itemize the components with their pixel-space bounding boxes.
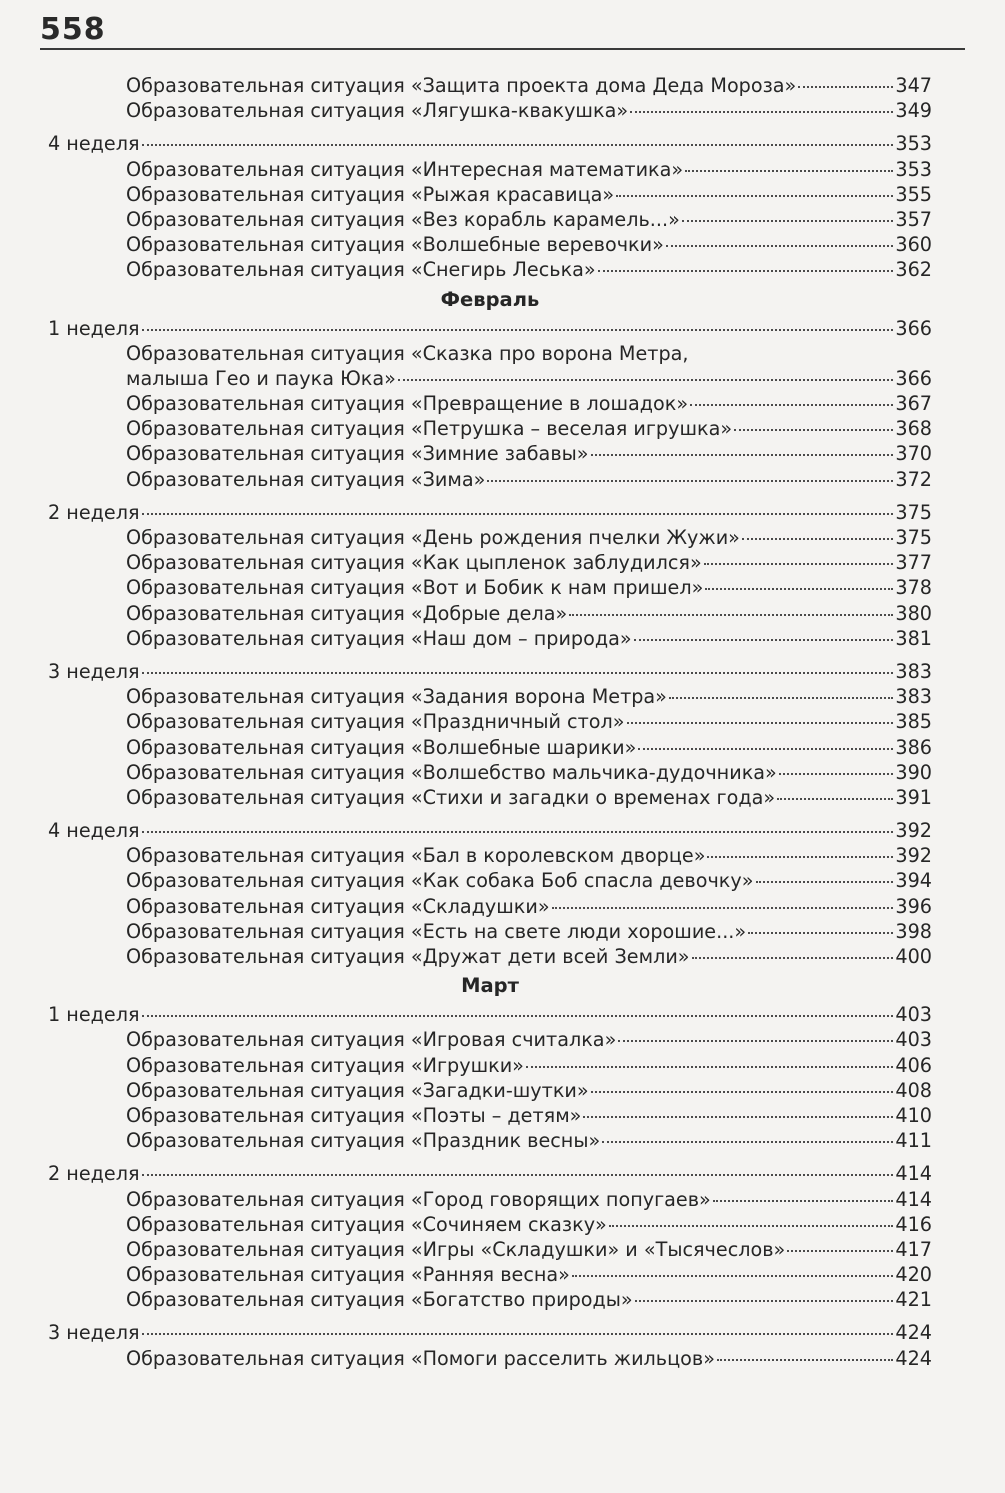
dot-leader [669,697,893,699]
toc-week-row [48,500,932,525]
toc-entry-title: Образовательная ситуация «День рождения пчелки Жужи» [126,526,740,549]
toc-page-number: 385 [895,710,932,734]
toc-entry-title: Образовательная ситуация «Есть на свете люди хорошие...» [126,919,747,943]
dot-leader [142,1015,894,1017]
toc-page-number: 398 [895,919,932,943]
toc-entry-row [48,1078,932,1103]
toc-page-number: 349 [895,99,932,123]
section-gap [48,1312,932,1320]
toc-entry-title: Образовательная ситуация «Добрые дела» [126,601,568,625]
toc-entry-title: 2 неделя [48,1162,140,1186]
dot-leader [692,957,894,959]
dot-leader [591,454,894,456]
toc-entry-title: Образовательная ситуация «Сочиняем сказку» [126,1212,607,1236]
dot-leader [734,429,893,431]
dot-leader [742,538,893,540]
toc-page-number: 368 [895,417,932,441]
toc-entry-title: Образовательная ситуация «Превращение в лошадок» [126,392,689,416]
dot-leader [572,1275,893,1277]
toc-page-number: 390 [895,760,932,784]
toc-entry-title: Образовательная ситуация «Волшебные шарики» [126,735,637,759]
dot-leader [142,831,894,833]
dot-leader [142,513,894,515]
section-gap [48,123,932,131]
toc-page-number: 355 [895,182,932,206]
toc-page-number: 403 [895,1028,932,1052]
dot-leader [552,907,894,909]
toc-entry-row [48,416,932,441]
toc-entry-row [48,760,932,785]
toc-week-row [48,818,932,843]
toc-entry-title: Образовательная ситуация «Защита проекта дома Деда Мороза» [126,74,797,97]
toc-page-number: 386 [895,735,932,759]
dot-leader [583,1116,893,1118]
dot-leader [690,404,893,406]
toc-entry-row [48,1187,932,1212]
toc-page-number: 400 [895,945,932,968]
toc-entry-title: 4 неделя [48,819,140,843]
dot-leader [142,1174,894,1176]
toc-entry-title: Образовательная ситуация «Волшебные веревочки» [126,233,664,257]
toc-page-number: 372 [895,467,932,491]
toc-entry-continued [48,341,932,366]
dot-leader [682,220,894,222]
toc-entry-row [48,944,932,969]
dot-leader [634,639,894,641]
toc-entry-title: 1 неделя [48,316,140,340]
toc-entry-title: Образовательная ситуация «Стихи и загадки о временах года» [126,785,776,809]
toc-entry-title: 3 неделя [48,1321,140,1345]
dot-leader [777,798,893,800]
toc-entry-title: Образовательная ситуация «Зимние забавы» [126,442,589,466]
toc-entry-row [48,157,932,182]
toc-entry-title: Образовательная ситуация «Вот и Бобик к нам пришел» [126,576,704,600]
toc-entry-title: 2 неделя [48,500,140,524]
toc-entry-row [48,1212,932,1237]
toc-page-number: 367 [895,392,932,416]
toc-page-number: 408 [895,1078,932,1102]
toc-entry-title: Образовательная ситуация «Складушки» [126,894,550,918]
toc-page-number: 366 [895,366,932,390]
toc-entry-row [48,391,932,416]
toc-entry-row [48,73,932,98]
section-gap [48,492,932,500]
dot-leader [704,563,894,565]
dot-leader [142,672,894,674]
toc-page-number: 406 [895,1053,932,1077]
toc-page-number: 362 [895,258,932,282]
toc-entry-row [48,467,932,492]
toc-page-number: 424 [895,1346,932,1370]
dot-leader [705,588,893,590]
toc-entry-row [48,257,932,282]
toc-page-number: 357 [895,207,932,231]
toc-entry-row [48,843,932,868]
toc-page-number: 410 [895,1103,932,1127]
toc-page-number: 421 [895,1288,932,1312]
toc-page-number: 380 [895,601,932,625]
dot-leader [598,270,894,272]
toc-entry-title: 3 неделя [48,659,140,683]
toc-page-number: 414 [895,1187,932,1211]
dot-leader [787,1250,893,1252]
toc-week-row [48,659,932,684]
toc-entry-row [48,601,932,626]
toc-entry-title: Образовательная ситуация «Задания ворона Метра» [126,685,667,709]
toc-entry-title: Образовательная ситуация «Праздник весны» [126,1129,601,1153]
toc-entry-title: Образовательная ситуация «Интересная математика» [126,157,684,181]
section-gap [48,1153,932,1161]
toc-entry-row [48,1346,932,1371]
toc-entry-row [48,182,932,207]
toc-entry-row [48,1027,932,1052]
toc-entry-row [48,684,932,709]
dot-leader [685,170,893,172]
toc-page-number: 353 [895,132,932,156]
dot-leader [487,480,893,482]
toc-page-number: 420 [895,1263,932,1287]
toc-entry-row [48,1053,932,1078]
table-of-contents [48,73,932,1371]
month-heading: Февраль [440,287,540,311]
toc-week-row [48,1002,932,1027]
page-number: 558 [40,12,106,47]
toc-page-number: 383 [895,685,932,709]
toc-entry-title: Образовательная ситуация «Снегирь Леська» [126,258,596,282]
toc-entry-title: малыша Гео и паука Юка» [126,366,396,390]
dot-leader [707,856,893,858]
dot-leader [638,748,893,750]
toc-entry-title: Образовательная ситуация «Город говорящих попугаев» [126,1187,711,1211]
toc-page-number: 366 [895,316,932,340]
dot-leader [616,195,893,197]
toc-entry-row [48,575,932,600]
toc-page-number: 370 [895,442,932,466]
dot-leader [748,932,893,934]
dot-leader [635,1300,894,1302]
toc-entry-title: Образовательная ситуация «Игры «Складушки» и «Тысячеслов» [126,1237,786,1261]
section-gap [48,651,932,659]
dot-leader [630,111,893,113]
dot-leader [142,1333,894,1335]
toc-entry-row [48,868,932,893]
toc-entry-title: Образовательная ситуация «Поэты – детям» [126,1103,582,1127]
dot-leader [398,379,893,381]
dot-leader [798,86,893,88]
dot-leader [756,881,894,883]
dot-leader [142,329,894,331]
month-heading: Март [461,974,519,998]
toc-entry-title: Образовательная ситуация «Загадки-шутки» [126,1078,589,1102]
toc-entry-title: Образовательная ситуация «Бал в королевском дворце» [126,844,706,868]
toc-entry-row [48,1103,932,1128]
toc-page-number: 394 [895,869,932,893]
toc-entry-title: Образовательная ситуация «Помоги расселить жильцов» [126,1346,715,1370]
dot-leader [627,722,894,724]
toc-entry-title: Образовательная ситуация «Зима» [126,467,486,491]
dot-leader [591,1091,894,1093]
toc-page-number: 416 [895,1212,932,1236]
toc-entry-row [48,1287,932,1312]
dot-leader [717,1359,893,1361]
dot-leader [569,614,893,616]
toc-page-number: 360 [895,233,932,257]
dot-leader [779,773,894,775]
toc-page-number: 417 [895,1237,932,1261]
toc-page-number: 392 [895,844,932,868]
toc-entry-title: Образовательная ситуация «Лягушка-квакушка» [126,99,629,123]
toc-entry-row [48,894,932,919]
toc-entry-row [48,550,932,575]
toc-entry-row [48,98,932,123]
toc-page-number: 353 [895,157,932,181]
dot-leader [609,1225,894,1227]
toc-entry-title: 1 неделя [48,1003,140,1027]
toc-entry-row [48,207,932,232]
dot-leader [526,1066,893,1068]
toc-entry-row [48,919,932,944]
toc-entry-title: Образовательная ситуация «Сказка про ворона Метра, [126,341,689,365]
toc-page-number: 381 [895,626,932,650]
toc-entry-row [48,709,932,734]
toc-entry-title: Образовательная ситуация «Петрушка – веселая игрушка» [126,417,733,441]
toc-page-number: 403 [895,1003,932,1027]
dot-leader [713,1200,894,1202]
toc-entry-row [48,735,932,760]
toc-entry-row [48,785,932,810]
toc-page-number: 378 [895,576,932,600]
toc-page-number: 383 [895,659,932,683]
toc-entry-title: Образовательная ситуация «Богатство природы» [126,1288,633,1312]
toc-entry-row [48,626,932,651]
header-rule [40,48,965,50]
toc-entry-row [48,1128,932,1153]
toc-week-row [48,316,932,341]
toc-page-number: 377 [895,551,932,575]
section-gap [48,810,932,818]
toc-entry-title: Образовательная ситуация «Как собака Боб спасла девочку» [126,869,754,893]
toc-page-number: 375 [895,526,932,549]
toc-page-number: 414 [895,1162,932,1186]
dot-leader [666,245,894,247]
toc-page-number: 375 [895,500,932,524]
toc-page-number: 391 [895,785,932,809]
toc-entry-title: Образовательная ситуация «Праздничный стол» [126,710,625,734]
toc-page-number: 411 [895,1129,932,1153]
toc-entry-title: 4 неделя [48,132,140,156]
toc-week-row [48,131,932,156]
toc-entry-row [48,1262,932,1287]
dot-leader [618,1040,893,1042]
dot-leader [142,144,894,146]
toc-entry-title: Образовательная ситуация «Ранняя весна» [126,1263,570,1287]
dot-leader [602,1141,893,1143]
toc-page-number: 347 [895,74,932,97]
toc-page-number: 392 [895,819,932,843]
toc-entry-row [48,366,932,391]
toc-entry-title: Образовательная ситуация «Рыжая красавица» [126,182,615,206]
toc-entry-row [48,232,932,257]
toc-entry-title: Образовательная ситуация «Как цыпленок заблудился» [126,551,702,575]
toc-entry-title: Образовательная ситуация «Игровая считалка» [126,1028,617,1052]
toc-week-row [48,1161,932,1186]
toc-entry-row [48,441,932,466]
toc-week-row [48,1320,932,1345]
toc-page-number: 424 [895,1321,932,1345]
toc-entry-title: Образовательная ситуация «Вез корабль карамель...» [126,207,680,231]
toc-entry-row [48,1237,932,1262]
toc-page-number: 396 [895,894,932,918]
toc-entry-row [48,525,932,550]
toc-entry-title: Образовательная ситуация «Волшебство мальчика-дудочника» [126,760,777,784]
toc-entry-title: Образовательная ситуация «Игрушки» [126,1053,524,1077]
toc-entry-title: Образовательная ситуация «Дружат дети всей Земли» [126,945,690,968]
toc-entry-title: Образовательная ситуация «Наш дом – природа» [126,626,632,650]
